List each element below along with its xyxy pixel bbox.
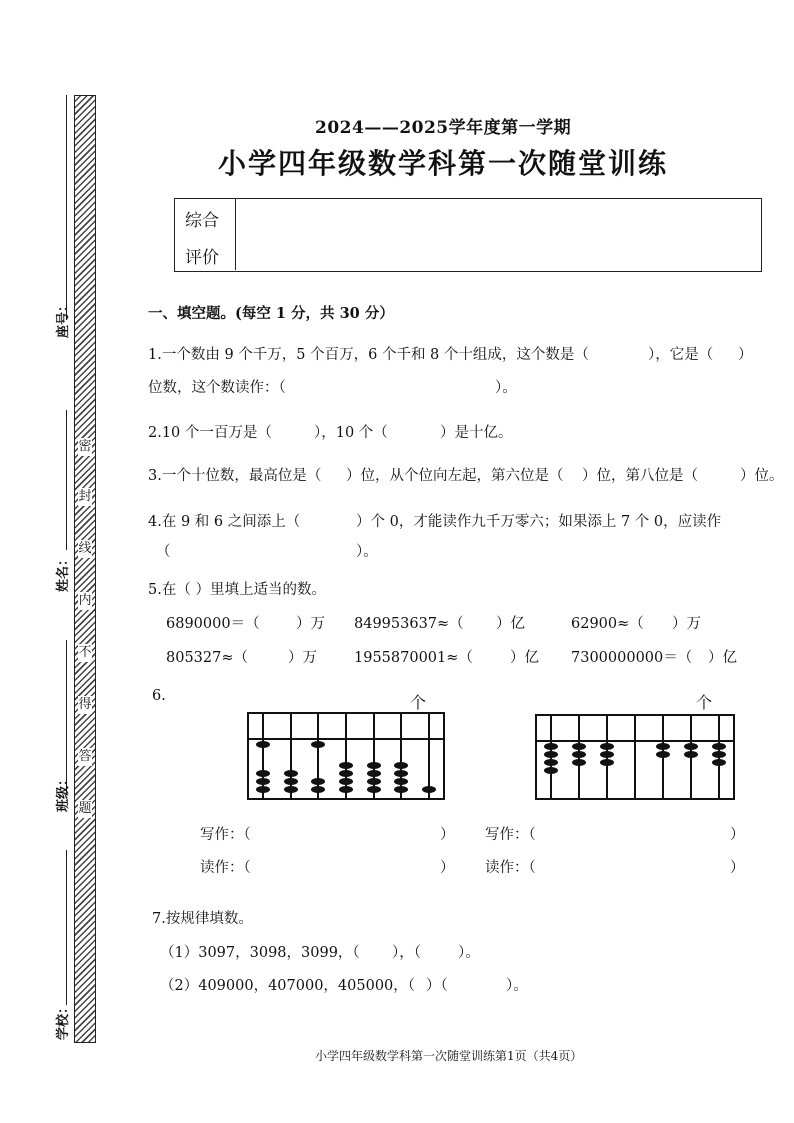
abacus-bead <box>311 786 325 793</box>
abacus-bead <box>394 762 408 769</box>
abacus-bead <box>256 786 270 793</box>
abacus-bead <box>656 743 670 750</box>
q3-text-a: 3.一个十位数，最高位是（ <box>148 468 322 484</box>
write-close-left: ） <box>440 827 455 843</box>
abacus-bead <box>600 751 614 758</box>
page-title: 小学四年级数学科第一次随堂训练 <box>218 147 669 180</box>
abacus-bead <box>572 743 586 750</box>
abacus-bead <box>656 751 670 758</box>
q5-item-5-a: 1955870001≈（ <box>354 650 473 666</box>
q3-text-d: ）位。 <box>740 468 784 484</box>
q2-text-c: ）是十亿。 <box>440 425 513 441</box>
q5-item-1-b: ）万 <box>296 616 325 632</box>
name-line <box>66 410 67 550</box>
class-label: 班级： <box>56 772 71 812</box>
score-label-1: 综合 <box>185 211 219 231</box>
seat-line <box>66 95 67 320</box>
page-footer: 小学四年级数学科第一次随堂训练第1页（共4页） <box>315 1049 583 1063</box>
abacus-bead <box>544 751 558 758</box>
abacus-bead <box>339 778 353 785</box>
name-label: 姓名： <box>56 552 71 592</box>
abacus-bead <box>600 759 614 766</box>
abacus-bead <box>367 762 381 769</box>
school-label: 学校： <box>56 1000 71 1040</box>
ones-label-right: 个 <box>696 693 713 712</box>
abacus-bead <box>311 778 325 785</box>
abacus-bead <box>284 786 298 793</box>
abacus-bead <box>256 770 270 777</box>
read-label-left: 读作：（ <box>200 860 251 876</box>
abacus-bead <box>339 786 353 793</box>
write-close-right: ） <box>730 827 745 843</box>
q7-line2-b: ）（ <box>426 978 448 994</box>
binding-strip <box>74 95 96 1043</box>
abacus-bead <box>684 743 698 750</box>
abacus-bead <box>572 759 586 766</box>
abacus-bead <box>367 786 381 793</box>
abacus-bead <box>339 762 353 769</box>
section-title: 一、填空题。(每空 1 分，共 30 分） <box>148 305 394 322</box>
q4-text-d: ）。 <box>356 544 378 560</box>
abacus-bead <box>544 759 558 766</box>
seal-char: 不 <box>78 645 92 660</box>
abacus-bead <box>367 778 381 785</box>
abacus-bead <box>712 743 726 750</box>
abacus-bead <box>339 770 353 777</box>
q5-item-2-a: 849953637≈（ <box>354 616 464 632</box>
q7-line1-c: ）。 <box>458 945 480 961</box>
q1-text-e: ）。 <box>495 380 517 396</box>
seal-char: 内 <box>78 593 92 608</box>
q7-line2-c: ）。 <box>506 978 528 994</box>
q5-item-5-b: ）亿 <box>510 650 539 666</box>
read-close-right: ） <box>730 860 745 876</box>
seal-char: 题 <box>78 801 92 816</box>
abacus-bead <box>256 778 270 785</box>
abacus-bead <box>544 743 558 750</box>
abacus-bead <box>712 751 726 758</box>
abacus-bead <box>394 786 408 793</box>
school-line <box>66 850 67 1005</box>
seal-char: 密 <box>78 439 92 454</box>
seal-char: 得 <box>78 697 92 712</box>
q2-text-a: 2.10 个一百万是（ <box>148 425 272 441</box>
q2-text-b: ），10 个（ <box>314 425 388 441</box>
q5-item-6-b: ）亿 <box>708 650 737 666</box>
q5-item-1-a: 6890000＝（ <box>166 616 260 632</box>
q1-text-a: 1.一个数由 9 个千万，5 个百万，6 个千和 8 个十组成，这个数是（ <box>148 347 589 363</box>
abacus-bead <box>311 741 325 748</box>
q5-item-4-b: ）万 <box>288 650 317 666</box>
abacus-bead <box>572 751 586 758</box>
write-label-left: 写作：（ <box>200 827 251 843</box>
abacus-bead <box>544 767 558 774</box>
q1-text-d: 位数，这个数读作：（ <box>148 380 286 396</box>
seal-char: 线 <box>78 541 92 556</box>
abacus-bead <box>284 778 298 785</box>
q7-title: 7.按规律填数。 <box>152 911 253 927</box>
q1-text-c: ） <box>738 347 753 363</box>
abacus-bead <box>394 778 408 785</box>
q4-text-c: （ <box>156 544 171 560</box>
q1-text-b: ），它是（ <box>648 347 714 363</box>
abacus-bead <box>600 743 614 750</box>
abacus-bead <box>367 770 381 777</box>
q5-item-2-b: ）亿 <box>496 616 525 632</box>
term-heading: 2024——2025学年度第一学期 <box>315 118 572 138</box>
abacus-left <box>247 712 445 800</box>
read-label-right: 读作：（ <box>485 860 536 876</box>
abacus-bead <box>684 751 698 758</box>
q5-title: 5.在（ ）里填上适当的数。 <box>148 582 326 598</box>
q4-text-a: 4.在 9 和 6 之间添上（ <box>148 514 301 530</box>
q5-item-6-a: 7300000000＝（ <box>571 650 693 666</box>
write-label-right: 写作：（ <box>485 827 536 843</box>
q7-line1-b: ），（ <box>392 945 421 961</box>
score-box <box>174 198 762 272</box>
abacus-right <box>535 714 735 800</box>
abacus-bead <box>256 741 270 748</box>
q3-text-b: ）位，从个位向左起，第六位是（ <box>346 468 564 484</box>
read-close-left: ） <box>440 860 455 876</box>
abacus-rod <box>634 716 636 798</box>
abacus-bead <box>422 786 436 793</box>
abacus-bead <box>394 770 408 777</box>
seat-label: 座号： <box>56 298 71 338</box>
q3-text-c: ）位，第八位是（ <box>582 468 698 484</box>
q4-text-b: ）个 0，才能读作九千万零六；如果添上 7 个 0，应读作 <box>356 514 722 530</box>
seal-char: 封 <box>78 489 92 504</box>
abacus-bead <box>712 759 726 766</box>
q5-item-3-b: ）万 <box>672 616 701 632</box>
class-line <box>66 640 67 795</box>
abacus-bead <box>284 770 298 777</box>
q5-item-4-a: 805327≈（ <box>166 650 249 666</box>
q7-line1-a: （1）3097，3098，3099，（ <box>160 945 360 961</box>
score-label-2: 评价 <box>185 248 219 268</box>
seal-char: 答 <box>78 749 92 764</box>
q7-line2-a: （2）409000，407000，405000，（ <box>160 978 416 994</box>
q5-item-3-a: 62900≈（ <box>571 616 644 632</box>
ones-label-left: 个 <box>410 693 427 712</box>
q6-number: 6. <box>152 688 166 704</box>
